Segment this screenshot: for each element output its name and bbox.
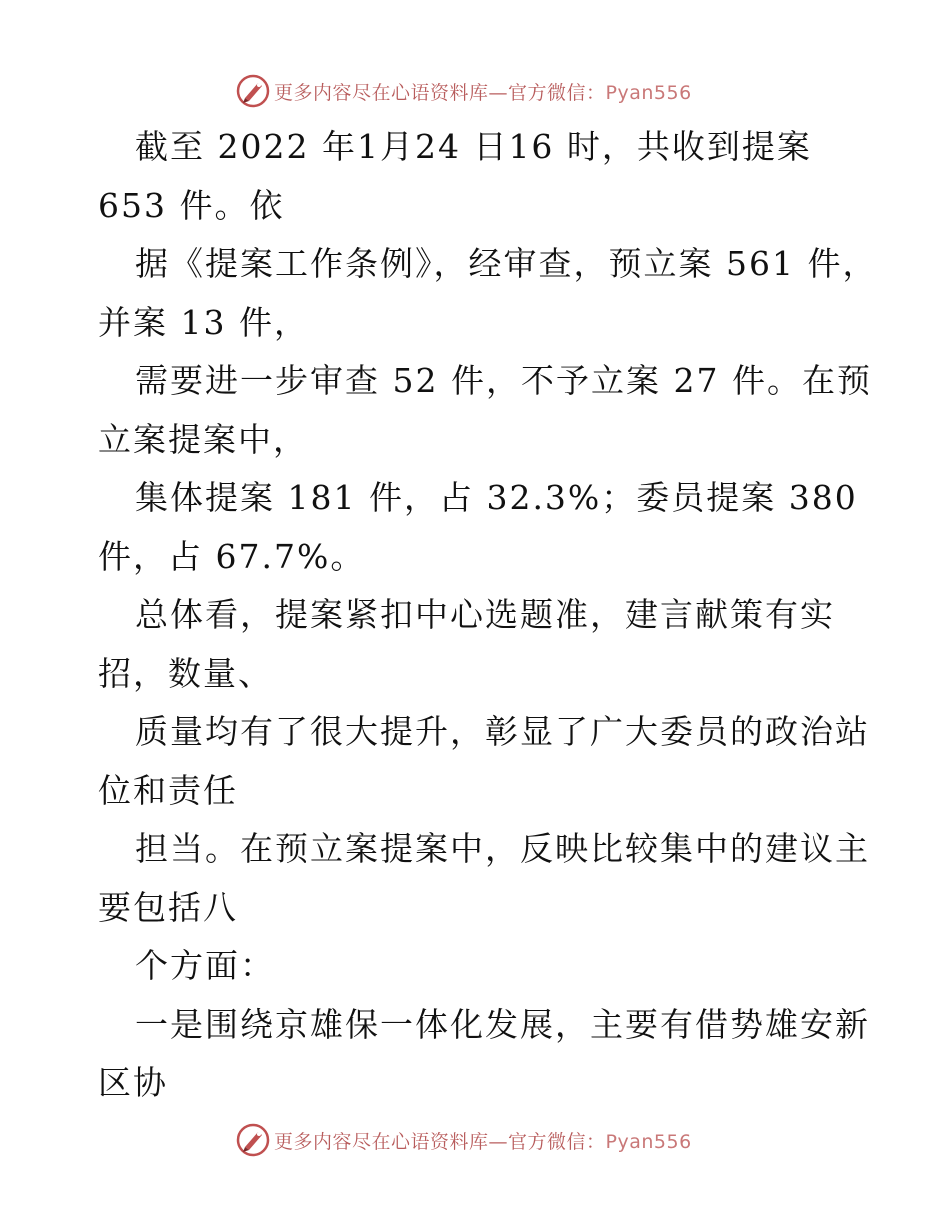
document-body bbox=[98, 118, 878, 1113]
text-line: 总体看，提案紧扣中心选题准，建言献策有实 bbox=[135, 595, 835, 634]
text-line: 并案 13 件， bbox=[98, 302, 309, 342]
watermark-header bbox=[236, 73, 756, 109]
text-line: 截至 2022 年1月24 日16 时，共收到提案 bbox=[135, 127, 812, 166]
text-line: 需要进一步审查 52 件，不予立案 27 件。在预 bbox=[135, 361, 872, 400]
text-line: 653 件。依 bbox=[98, 185, 285, 225]
text-line: 据《提案工作条例》，经审查，预立案 561 件， bbox=[135, 244, 878, 283]
pen-logo-icon bbox=[236, 1123, 270, 1157]
text-line: 件，占 67.7%。 bbox=[98, 536, 366, 576]
text-line: 担当。在预立案提案中，反映比较集中的建议主 bbox=[135, 829, 870, 868]
text-line: 个方面： bbox=[135, 946, 275, 985]
text-line: 质量均有了很大提升，彰显了广大委员的政治站 bbox=[135, 712, 870, 751]
watermark-footer bbox=[236, 1122, 756, 1158]
text-line: 集体提案 181 件，占 32.3%；委员提案 380 bbox=[135, 478, 858, 517]
watermark-account: Pyan556 bbox=[605, 1130, 692, 1153]
text-line: 区协 bbox=[98, 1063, 168, 1102]
text-line: 立案提案中， bbox=[98, 419, 308, 459]
watermark-text: 更多内容尽在心语资料库—官方微信：Pyan556 bbox=[274, 81, 692, 104]
watermark-account: Pyan556 bbox=[605, 81, 692, 104]
watermark-text: 更多内容尽在心语资料库—官方微信：Pyan556 bbox=[274, 1130, 692, 1153]
text-line: 位和责任 bbox=[98, 770, 238, 810]
text-line: 招，数量、 bbox=[98, 653, 273, 693]
pen-logo-icon bbox=[236, 74, 270, 108]
text-line: 要包括八 bbox=[98, 887, 238, 927]
text-line: 一是围绕京雄保一体化发展，主要有借势雄安新 bbox=[135, 1004, 870, 1044]
